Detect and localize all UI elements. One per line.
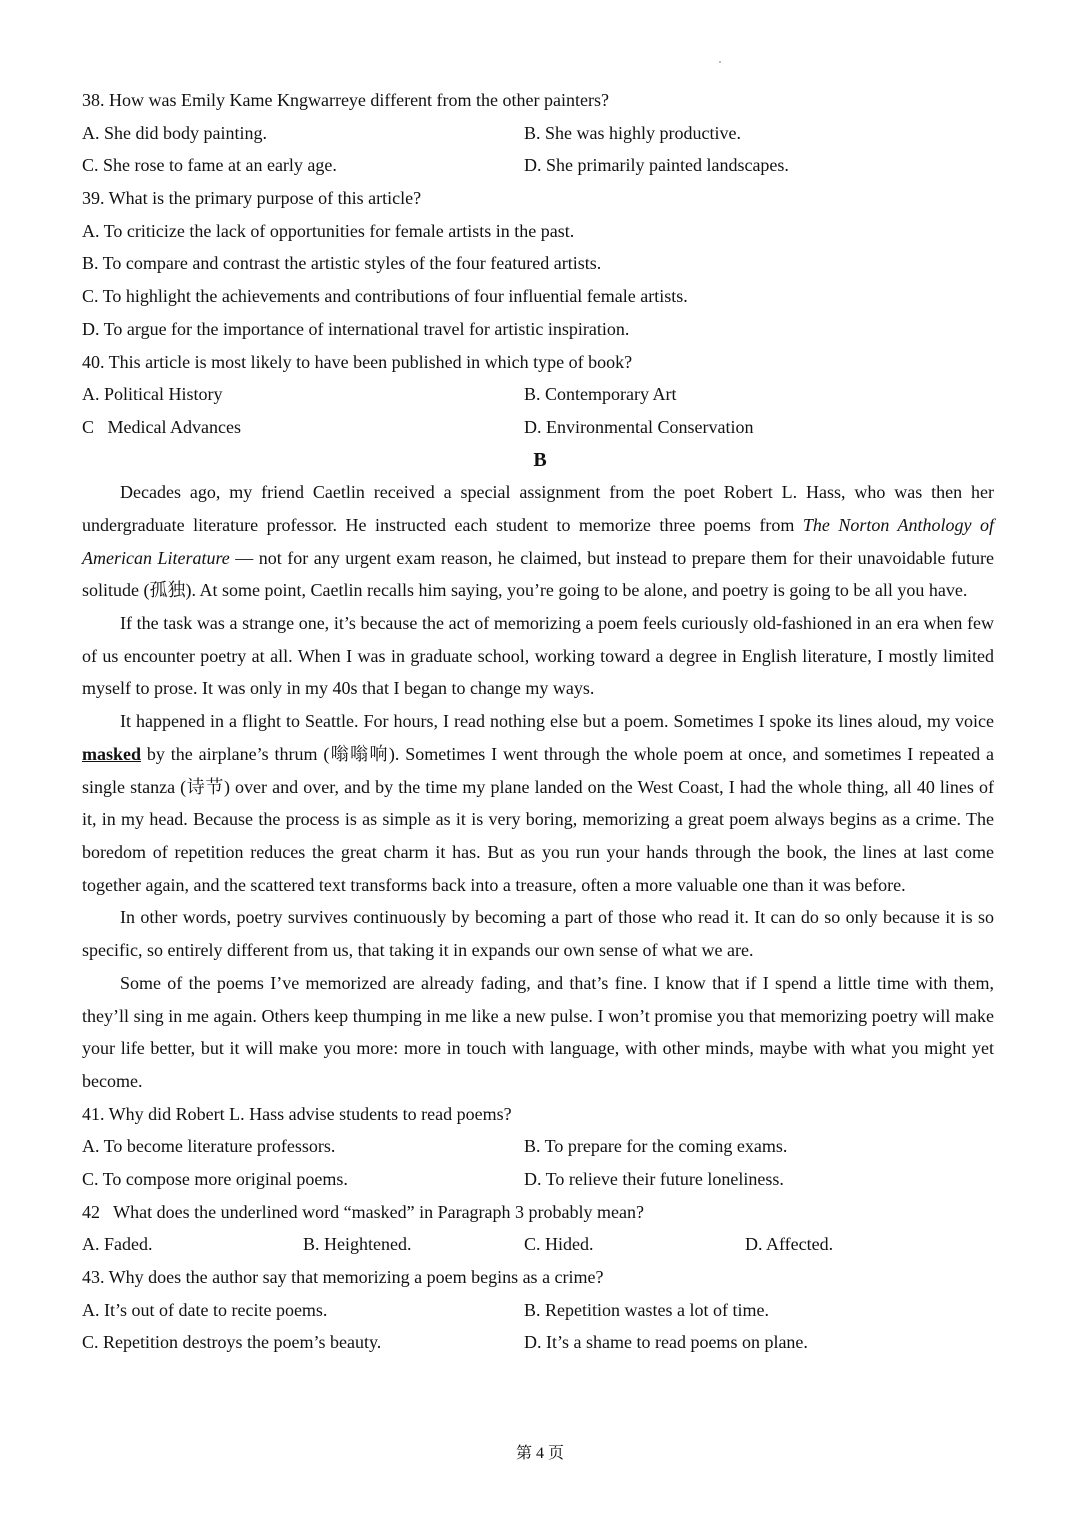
question-41-option-a: A. To become literature professors. xyxy=(82,1136,336,1157)
anthology-title: The Norton Anthology of American Literature xyxy=(82,514,994,568)
question-38-options-row-2 xyxy=(82,149,994,182)
question-42-option-b: B. Heightened. xyxy=(303,1234,412,1255)
question-42-options-row xyxy=(82,1228,994,1261)
question-43-option-a: A. It’s out of date to recite poems. xyxy=(82,1299,328,1320)
question-42-option-c: C. Hided. xyxy=(524,1234,594,1255)
question-42-stem: 42 What does the underlined word “masked” in Paragraph 3 probably mean? xyxy=(82,1201,644,1222)
question-38-options-row-1 xyxy=(82,117,994,150)
question-41-option-c: C. To compose more original poems. xyxy=(82,1168,348,1189)
question-39-option-c: C. To highlight the achievements and contributions of four influential female artists. xyxy=(82,286,688,307)
question-39-option-b: B. To compare and contrast the artistic styles of the four featured artists. xyxy=(82,253,602,274)
question-39-stem: 39. What is the primary purpose of this article? xyxy=(82,188,422,209)
question-40-option-c: C Medical Advances xyxy=(82,416,241,437)
question-43-option-c: C. Repetition destroys the poem’s beauty. xyxy=(82,1332,382,1353)
passage-paragraph-2: If the task was a strange one, it’s because the act of memorizing a poem feels curiously old-fashioned in an era when few of us encounter poetry at all. When I was in graduate school, working toward a degree in English literature, I mostly limited myself to prose. It was only in my 40s that I began to change my ways. xyxy=(82,613,994,699)
question-40-options-row-2 xyxy=(82,411,994,444)
underlined-word-masked: masked xyxy=(82,743,142,764)
question-42-option-d: D. Affected. xyxy=(745,1234,834,1255)
passage-paragraph-1 xyxy=(82,476,994,607)
question-40-option-b: B. Contemporary Art xyxy=(524,384,677,405)
question-38-option-c: C. She rose to fame at an early age. xyxy=(82,155,337,176)
question-39-option-a: A. To criticize the lack of opportunities for female artists in the past. xyxy=(82,220,575,241)
question-43-option-b: B. Repetition wastes a lot of time. xyxy=(524,1299,769,1320)
page-number-footer: 第 4 页 xyxy=(515,1445,564,1462)
passage-paragraph-5: Some of the poems I’ve memorized are already fading, and that’s fine. I know that if I spend a little time with them, they’ll sing in me again. Others keep thumping in me like a new pulse. I won’t promise you that memorizing poetry will make your life better, but it will make you more: more in touch with language, with other minds, maybe with what you might yet become. xyxy=(82,972,994,1091)
question-42-option-a: A. Faded. xyxy=(82,1234,153,1255)
question-41-stem: 41. Why did Robert L. Hass advise students to read poems? xyxy=(82,1103,512,1124)
question-41-options-row-2 xyxy=(82,1163,994,1196)
question-40-option-a: A. Political History xyxy=(82,384,223,405)
section-b-title: B xyxy=(533,448,547,471)
paragraph-3-text-b: by the airplane’s thrum (嗡嗡响). Sometimes I went through the whole poem at once, and sometimes I repeated a single stanza (诗节) over and over, and by the time my plane landed on the West Coast, I had the whole thing, all 40 lines of it, in my head. Because the process is as simple as it is very boring, memorizing a great poem always begins as a crime. The boredom of repetition reduces the great charm it has. But as you run your hands through the book, the lines at last come together again, and the scattered text transforms back into a treasure, often a more valuable one than it was before. xyxy=(82,743,994,895)
question-40-options-row-1 xyxy=(82,378,994,411)
question-40-stem: 40. This article is most likely to have been published in which type of book? xyxy=(82,351,633,372)
paragraph-3-text-a: It happened in a flight to Seattle. For hours, I read nothing else but a poem. Sometimes I spoke its lines aloud, my voice xyxy=(120,711,994,732)
exam-page xyxy=(82,84,994,1359)
paragraph-1-text-b: — not for any urgent exam reason, he claimed, but instead to prepare them for their unavoidable future solitude (孤独). At some point, Caetlin recalls him saying, you’re going to be alone, and poetry is going to be all you have. xyxy=(82,547,995,601)
question-41-option-b: B. To prepare for the coming exams. xyxy=(524,1136,788,1157)
question-41-option-d: D. To relieve their future loneliness. xyxy=(524,1168,784,1189)
paragraph-1-text-a: Decades ago, my friend Caetlin received a special assignment from the poet Robert L. Hass, who was then her undergraduate literature professor. He instructed each student to memorize three poems from xyxy=(82,482,994,535)
question-43-option-d: D. It’s a shame to read poems on plane. xyxy=(524,1332,808,1353)
question-38-stem: 38. How was Emily Kame Kngwarreye different from the other painters? xyxy=(82,90,609,110)
passage-paragraph-4: In other words, poetry survives continuously by becoming a part of those who read it. It can do so only because it is so specific, so entirely different from us, that taking it in expands our own sense of what we are. xyxy=(82,907,994,961)
question-43-options-row-2 xyxy=(82,1326,994,1359)
question-39-option-d: D. To argue for the importance of international travel for artistic inspiration. xyxy=(82,318,630,339)
question-38-option-d: D. She primarily painted landscapes. xyxy=(524,155,789,176)
question-38-option-a: A. She did body painting. xyxy=(82,122,267,143)
question-43-options-row-1 xyxy=(82,1294,994,1327)
question-40-option-d: D. Environmental Conservation xyxy=(524,416,754,437)
question-38-option-b: B. She was highly productive. xyxy=(524,122,741,143)
passage-paragraph-3 xyxy=(82,705,994,901)
question-43-stem: 43. Why does the author say that memorizing a poem begins as a crime? xyxy=(82,1267,604,1288)
scan-artifact-dot xyxy=(719,61,721,63)
question-41-options-row-1 xyxy=(82,1130,994,1163)
